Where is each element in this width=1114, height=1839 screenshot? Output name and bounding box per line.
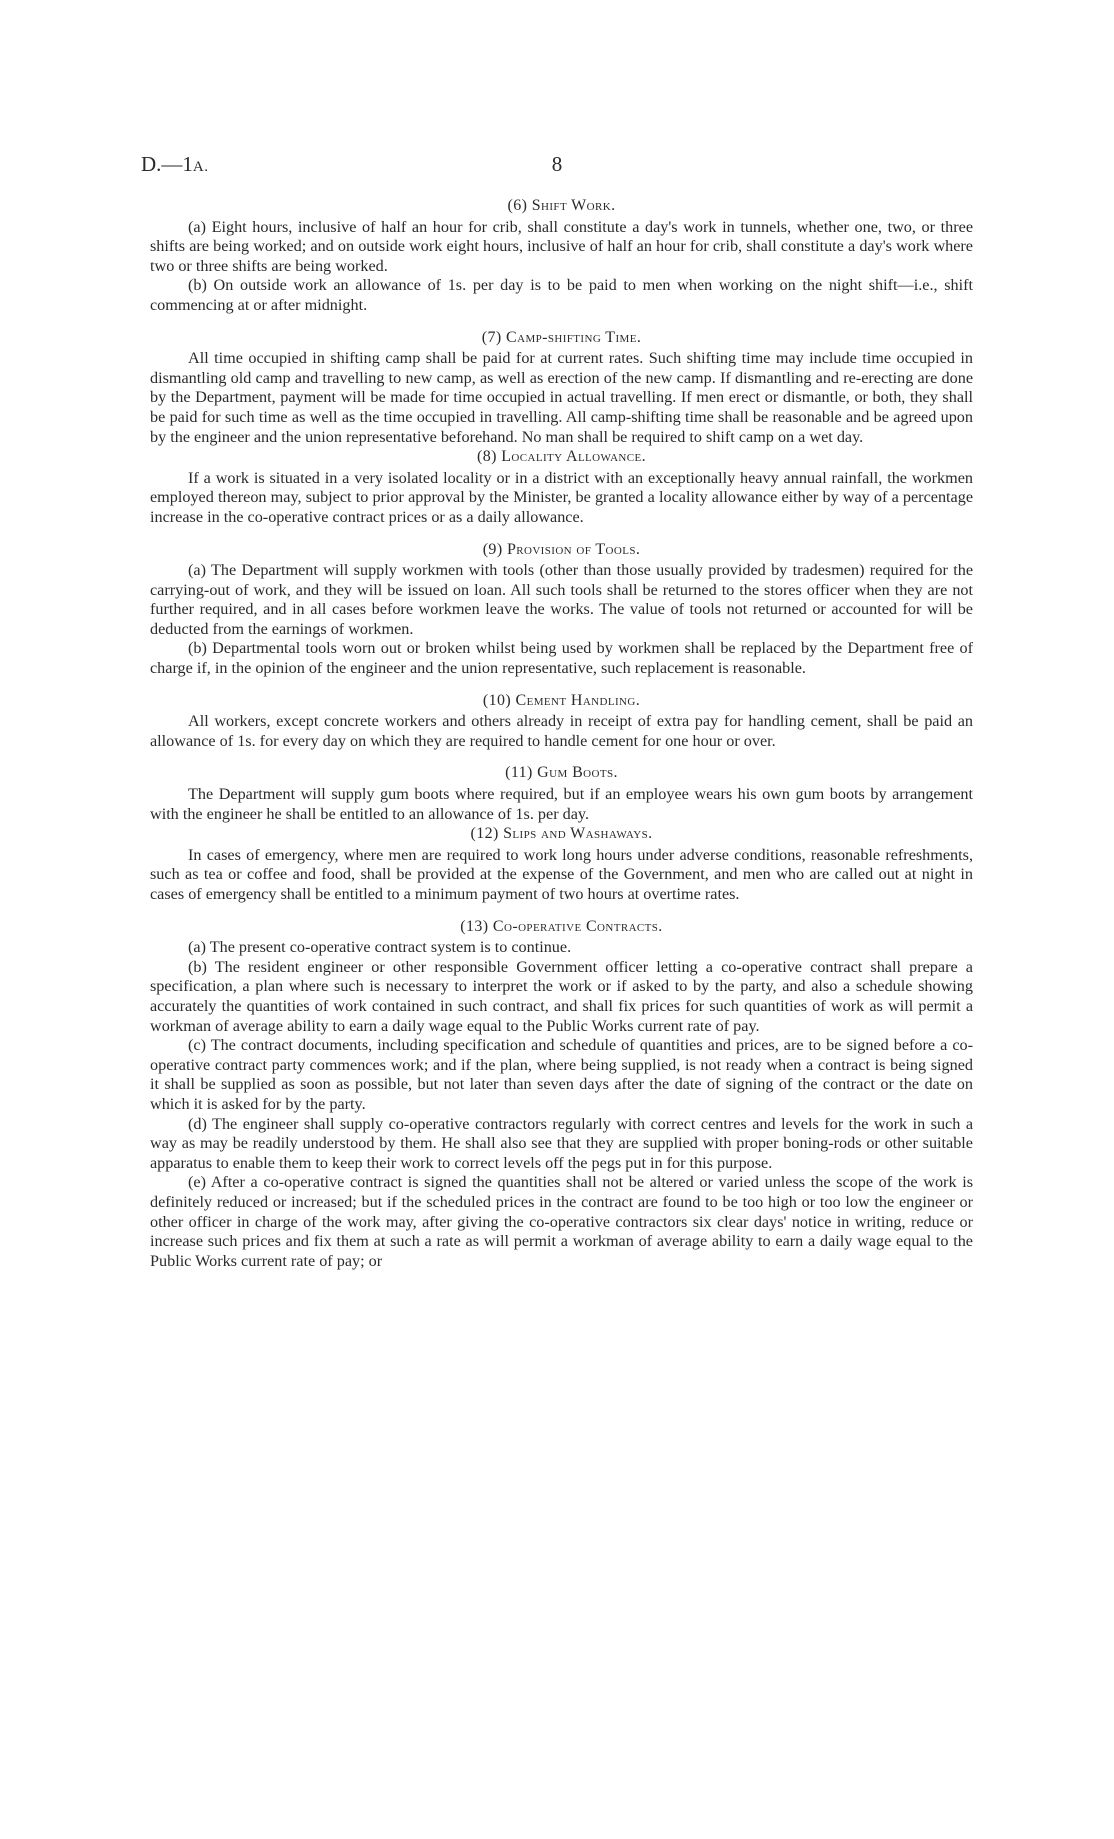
section-slips-and-washaways — [150, 824, 973, 904]
paragraph: If a work is situated in a very isolated locality or in a district with an exceptionally heavy annual rainfall, the workmen employed thereon may, subject to prior approval by the Minister, be granted a locality allowance either by way of a percentage increase in the co-operative contract prices or as a daily allowance. — [150, 468, 973, 526]
section-heading: (7) Camp-shifting Time. — [481, 328, 642, 346]
paragraph: (d) The engineer shall supply co-operative contractors regularly with correct centres and levels for the work in such a way as may be readily understood by them. He shall also see that they are supplied with proper boning-rods or other suitable apparatus to enable them to keep their work to correct levels off the pegs put in for this purpose. — [150, 1114, 973, 1172]
section-heading: (6) Shift Work. — [507, 197, 616, 214]
section-heading: (9) Provision of Tools. — [482, 540, 641, 558]
paragraph: All workers, except concrete workers and others already in receipt of extra pay for handling cement, shall be paid an allowance of 1s. for every day on which they are required to handle cement for one hour or over. — [150, 712, 973, 750]
paragraph: All time occupied in shifting camp shall be paid for at current rates. Such shifting time may include time occupied in dismantling old camp and travelling to new camp, as well as erection of the new camp. If dismantling and re-erecting are done by the Department, payment will be made for time occupied in actual travelling. If men erect or dismantle, or both, they shall be paid for such time as well as the time occupied in travelling. All camp-shifting time shall be reasonable and be agreed upon by the engineer and the union representative beforehand. No man shall be required to shift camp on a wet day. — [150, 349, 973, 446]
section-heading: (13) Co-operative Contracts. — [460, 917, 663, 935]
paragraph: (c) The contract documents, including specification and schedule of quantities and prices, are to be signed before a co-operative contract party commences work; and if the plan, where being supplied, is not ready when a contract is being signed it shall be supplied as soon as possible, but not later than seven days after the date of signing of the contract or the date on which it is asked for by the party. — [150, 1036, 973, 1113]
paragraph: (a) The Department will supply workmen with tools (other than those usually provided by tradesmen) required for the carrying-out of work, and they will be issued on loan. All such tools shall be returned to the stores officer when they are not further required, and in all cases before workmen leave the works. The value of tools not returned or accounted for will be deducted from the earnings of workmen. — [150, 561, 973, 638]
section-heading: (11) Gum Boots. — [505, 764, 618, 782]
section-shift-work — [150, 196, 973, 316]
paragraph: (e) After a co-operative contract is signed the quantities shall not be altered or varied unless the scope of the work is definitely reduced or increased; but if the scheduled prices in the contract are found to be too high or too low the engineer or other officer in charge of the work may, after giving the co-operative contractors six clear days' notice in writing, reduce or increase such prices and fix them at such a rate as will permit a workman of average ability to earn a daily wage equal to the Public Works current rate of pay; or — [150, 1173, 973, 1270]
page-header — [141, 152, 973, 182]
paragraph: (b) On outside work an allowance of 1s. per day is to be paid to men when working on the night shift—i.e., shift commencing at or after midnight. — [150, 276, 973, 314]
paragraph: (b) The resident engineer or other responsible Government officer letting a co-operative contract shall prepare a specification, a plan where such is necessary to interpret the work or if asked to by the party, and also a schedule showing accurately the quantities of work contained in such contract, and shall fix prices for such quantities of work as will permit a workman of average ability to earn a daily wage equal to the Public Works current rate of pay. — [150, 957, 973, 1035]
document-code-suffix: A. — [192, 159, 209, 175]
page-number: 8 — [551, 152, 563, 176]
paragraph: The Department will supply gum boots where required, but if an employee wears his own gum boots by arrangement with the engineer he shall be entitled to an allowance of 1s. per day. — [150, 785, 973, 823]
document-code-prefix: D.—1 — [141, 152, 193, 176]
section-co-operative-contracts — [150, 917, 973, 1272]
section-locality-allowance — [150, 447, 973, 527]
paragraph: In cases of emergency, where men are required to work long hours under adverse conditions, reasonable refreshments, such as tea or coffee and food, shall be provided at the expense of the Government, and men who are called out at night in cases of emergency shall be entitled to a minimum payment of two hours at overtime rates. — [150, 845, 973, 903]
paragraph: (b) Departmental tools worn out or broken whilst being used by workmen shall be replaced by the Department free of charge if, in the opinion of the engineer and the union representative, such replacement is reasonable. — [150, 639, 973, 678]
paragraph: (a) The present co-operative contract system is to continue. — [188, 938, 572, 957]
section-camp-shifting-time — [150, 328, 973, 448]
document-body — [150, 196, 973, 1283]
section-heading: (8) Locality Allowance. — [476, 448, 647, 466]
section-provision-of-tools — [150, 540, 973, 679]
section-heading: (10) Cement Handling. — [482, 691, 641, 709]
section-heading: (12) Slips and Washaways. — [470, 825, 653, 843]
section-cement-handling — [150, 691, 973, 752]
section-gum-boots — [150, 763, 973, 824]
paragraph: (a) Eight hours, inclusive of half an hour for crib, shall constitute a day's work in tunnels, whether one, two, or three shifts are being worked; and on outside work eight hours, inclusive of half an hour for crib, shall constitute a day's work where two or three shifts are being worked. — [150, 217, 973, 275]
